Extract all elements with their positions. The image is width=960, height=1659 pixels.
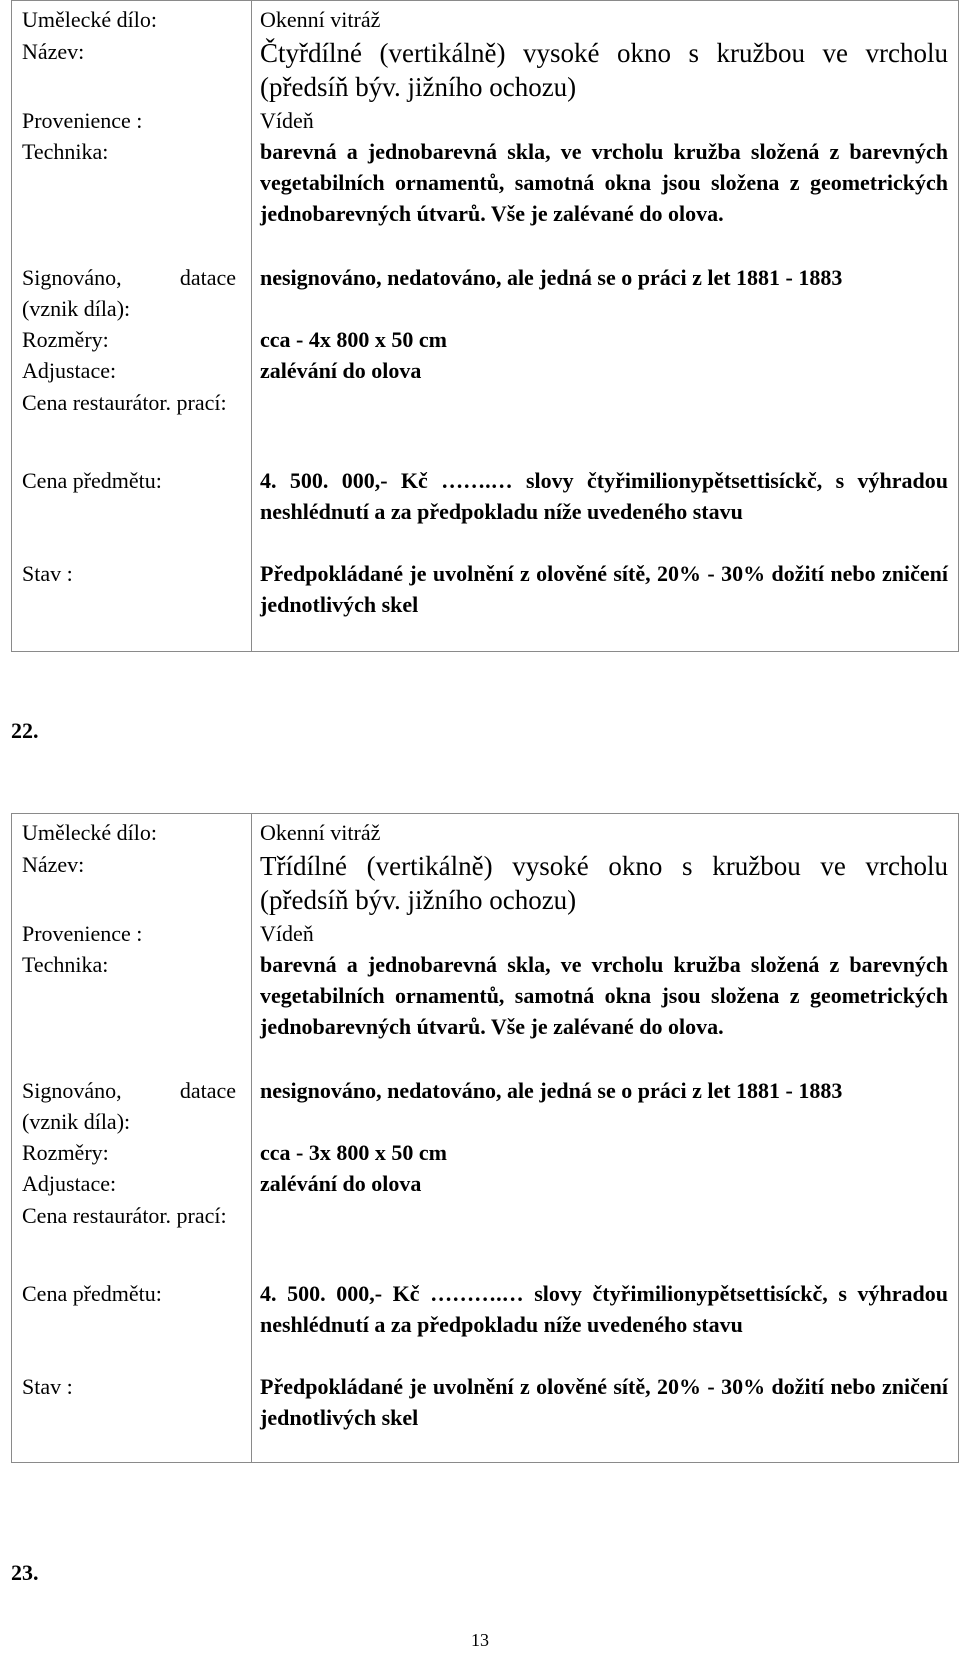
technique-label: Technika: — [22, 952, 109, 977]
provenance-value: Vídeň — [260, 108, 314, 133]
dimensions-value: cca - 4x 800 x 50 cm — [260, 327, 447, 352]
object-price-label: Cena předmětu: — [22, 1281, 162, 1306]
artwork-label: Umělecké dílo: — [22, 7, 158, 32]
object-price-value: 4. 500. 000,- Kč ……….… slovy čtyřimilionypětsettisíckč, s výhradou neshlédnutí a za předpokladu níže uvedeného stavu — [260, 1281, 948, 1337]
object-price-label: Cena předmětu: — [22, 468, 162, 493]
condition-label: Stav : — [22, 561, 73, 586]
artwork-record-card — [11, 813, 959, 1463]
section-number: 22. — [11, 718, 39, 743]
section-number: 23. — [11, 1560, 39, 1585]
mounting-label: Adjustace: — [22, 358, 117, 383]
condition-value: Předpokládané je uvolnění z olověné sítě, 20% - 30% dožití nebo zničení jednotlivých skel — [260, 561, 948, 617]
condition-value: Předpokládané je uvolnění z olověné sítě, 20% - 30% dožití nebo zničení jednotlivých skel — [260, 1374, 948, 1430]
dimensions-label: Rozměry: — [22, 327, 109, 352]
artwork-label: Umělecké dílo: — [22, 820, 158, 845]
restoration-price-label: Cena restaurátor. prací: — [22, 390, 227, 415]
artwork-value: Okenní vitráž — [260, 820, 381, 845]
condition-label: Stav : — [22, 1374, 73, 1399]
technique-label: Technika: — [22, 139, 109, 164]
object-price-value: 4. 500. 000,- Kč …….… slovy čtyřimilionypětsettisíckč, s výhradou neshlédnutí a za předpokladu níže uvedeného stavu — [260, 468, 948, 524]
name-label: Název: — [22, 852, 85, 877]
artwork-record-card — [11, 0, 959, 652]
signed-value: nesignováno, nedatováno, ale jedná se o práci z let 1881 - 1883 — [260, 265, 843, 290]
signed-value: nesignováno, nedatováno, ale jedná se o práci z let 1881 - 1883 — [260, 1078, 843, 1103]
dimensions-label: Rozměry: — [22, 1140, 109, 1165]
mounting-value: zalévání do olova — [260, 358, 422, 383]
provenance-label: Provenience : — [22, 108, 143, 133]
provenance-value: Vídeň — [260, 921, 314, 946]
artwork-value: Okenní vitráž — [260, 7, 381, 32]
column-divider — [251, 814, 252, 1462]
name-label: Název: — [22, 39, 85, 64]
signed-label: Signováno, datace (vznik díla): — [22, 265, 236, 321]
name-value: Čtyřdílné (vertikálně) vysoké okno s kružbou ve vrcholu (předsíň býv. jižního ochozu) — [260, 38, 948, 102]
mounting-label: Adjustace: — [22, 1171, 117, 1196]
signed-label: Signováno, datace (vznik díla): — [22, 1078, 236, 1134]
name-value: Třídílné (vertikálně) vysoké okno s kružbou ve vrcholu (předsíň býv. jižního ochozu) — [260, 851, 948, 915]
page-number: 13 — [471, 1630, 489, 1650]
technique-value: barevná a jednobarevná skla, ve vrcholu kružba složená z barevných vegetabilních ornamentů, samotná okna jsou složena z geometrických jednobarevných útvarů. Vše je zalévané do olova. — [260, 952, 948, 1039]
dimensions-value: cca - 3x 800 x 50 cm — [260, 1140, 447, 1165]
provenance-label: Provenience : — [22, 921, 143, 946]
column-divider — [251, 1, 252, 651]
mounting-value: zalévání do olova — [260, 1171, 422, 1196]
technique-value: barevná a jednobarevná skla, ve vrcholu kružba složená z barevných vegetabilních ornamentů, samotná okna jsou složena z geometrických jednobarevných útvarů. Vše je zalévané do olova. — [260, 139, 948, 226]
restoration-price-label: Cena restaurátor. prací: — [22, 1203, 227, 1228]
